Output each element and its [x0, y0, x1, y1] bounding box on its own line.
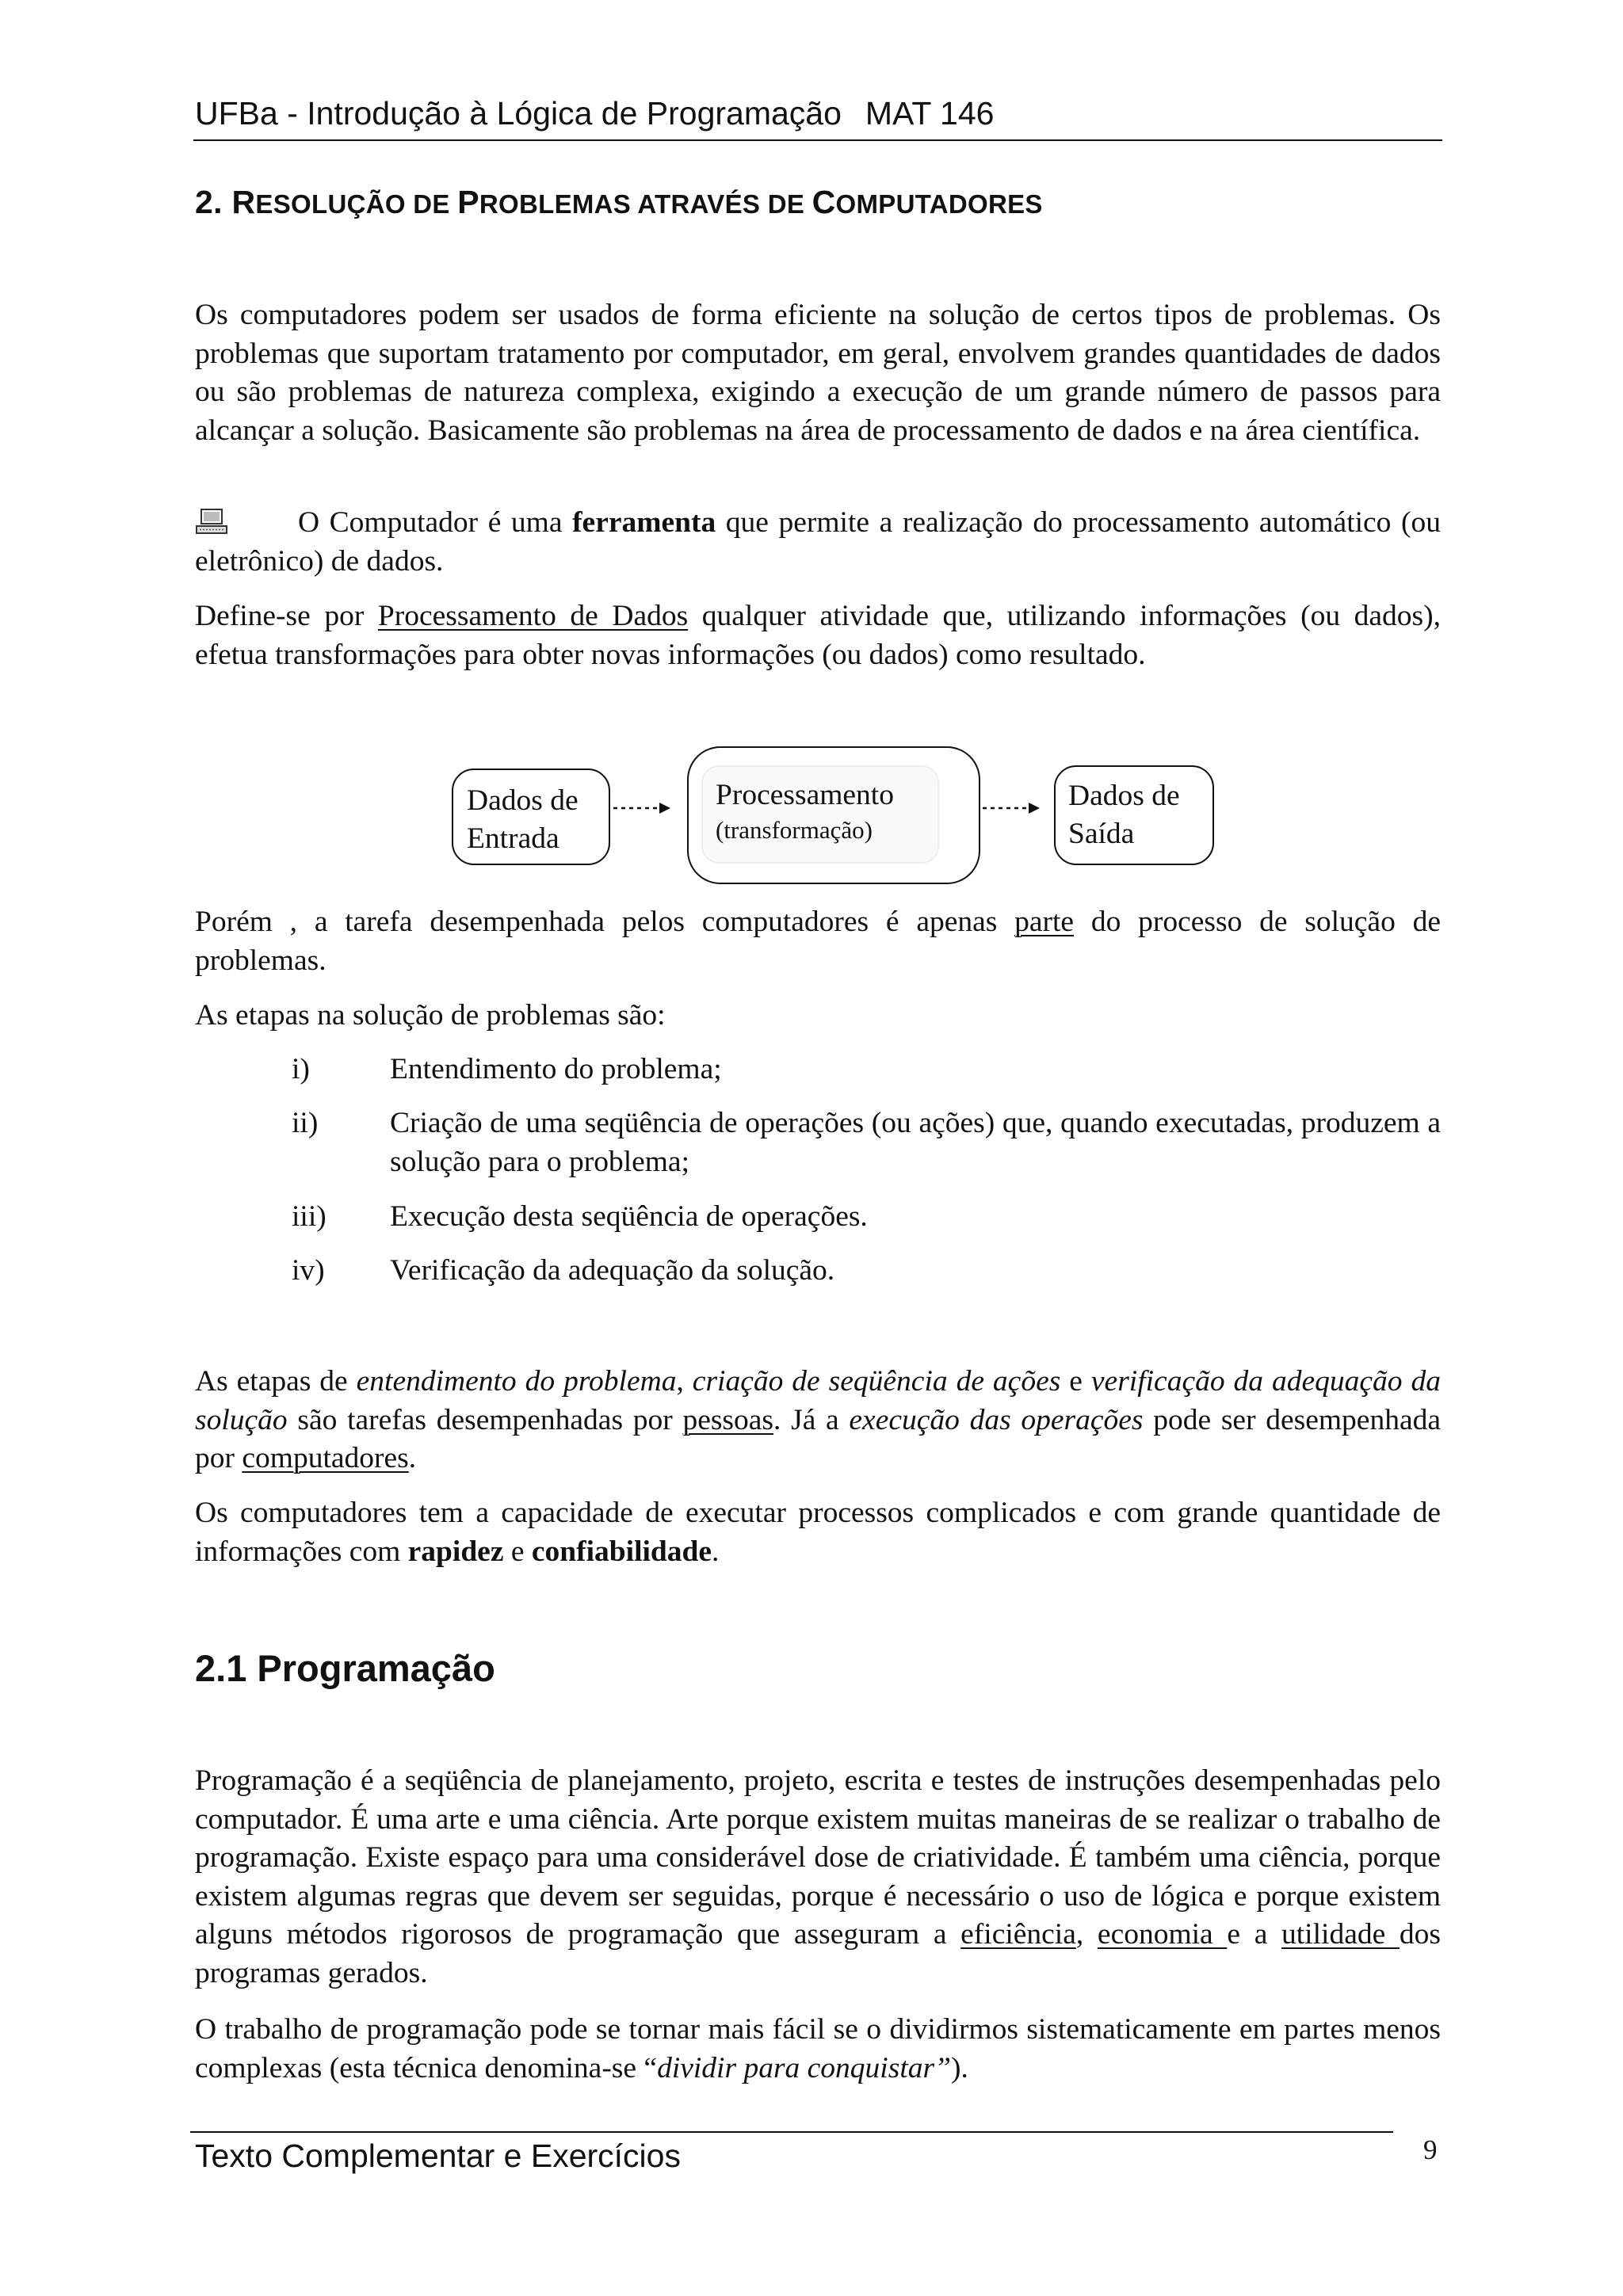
- list-item-text: Entendimento do problema;: [390, 1053, 722, 1085]
- italic-term: entendimento do problema: [356, 1365, 677, 1398]
- capacity-text: .: [712, 1535, 720, 1568]
- computer-note-text: que permite a realização do processamento automático (ou eletrônico) de dados.: [195, 506, 1441, 578]
- header-course-code: MAT 146: [865, 95, 995, 132]
- footer-rule: [190, 2131, 1393, 2133]
- underlined-term-eficiencia: eficiência: [960, 1918, 1076, 1951]
- italic-term: execução das operações: [849, 1403, 1144, 1436]
- arrow-input-to-process: [612, 799, 674, 818]
- definition-paragraph: [195, 597, 1441, 674]
- input-data-line: Dados de: [467, 784, 579, 817]
- list-item-number: iv): [292, 1254, 325, 1287]
- section-heading: [195, 184, 1043, 221]
- roles-text: . Já a: [773, 1403, 850, 1436]
- underlined-term-parte: parte: [1014, 906, 1075, 938]
- process-subtitle: (transformação): [716, 816, 873, 844]
- output-data-line: Dados de: [1068, 780, 1180, 812]
- list-item-number: iii): [292, 1200, 327, 1233]
- intro-paragraph: Os computadores podem ser usados de forma eficiente na solução de certos tipos de problemas. Os problemas que suportam tratamento por computador, em geral, envolvem grandes quantidades de dados ou são problemas de natureza complexa, exigindo a execução de um grande número de passos para alcançar a solução. Basicamente são problemas na área de processamento de dados e na área científica.: [195, 299, 1441, 447]
- programming-text: e a: [1227, 1918, 1282, 1951]
- underlined-term-computadores: computadores: [242, 1442, 409, 1474]
- definition-text: Define-se por: [195, 600, 378, 632]
- capacity-paragraph: [195, 1494, 1441, 1571]
- page-number: 9: [1423, 2134, 1438, 2165]
- heading-part: OMPUTADORES: [835, 189, 1043, 219]
- list-item-text: Criação de uma seqüência de operações (ou ações) que, quando executadas, produzem a solução para o problema;: [390, 1107, 1441, 1178]
- roles-paragraph: [195, 1363, 1441, 1478]
- programming-paragraph: [195, 1762, 1441, 1993]
- input-data-label: [467, 782, 579, 858]
- process-title: Processamento: [716, 779, 894, 811]
- roles-text: ,: [676, 1365, 693, 1398]
- subsection-heading: 2.1 Programação: [195, 1647, 495, 1689]
- input-data-line: Entrada: [467, 822, 559, 855]
- capacity-text: e: [503, 1535, 532, 1568]
- steps-intro: As etapas na solução de problemas são:: [195, 999, 666, 1032]
- divide-paragraph: [195, 2011, 1441, 2088]
- programming-text: ,: [1075, 1918, 1098, 1951]
- divide-text: ).: [950, 2051, 968, 2084]
- heading-part: R: [231, 184, 256, 220]
- header-rule: [193, 139, 1442, 141]
- underlined-term-economia: economia: [1097, 1918, 1228, 1951]
- italic-term: criação de seqüência de ações: [692, 1365, 1061, 1398]
- computer-icon: [195, 508, 228, 535]
- however-text: Porém , a tarefa desempenhada pelos computadores é apenas: [195, 906, 1015, 938]
- roles-text: .: [408, 1442, 417, 1474]
- bold-term-rapidez: rapidez: [407, 1535, 504, 1568]
- programming-text: dos programas gerados.: [195, 1918, 1441, 1989]
- list-item-text: Execução desta seqüência de operações.: [390, 1200, 868, 1233]
- divide-text: O trabalho de programação pode se tornar mais fácil se o dividirmos sistematicamente em partes menos complexas (esta técnica denomina-se “: [195, 2013, 1441, 2084]
- however-paragraph: [195, 903, 1441, 980]
- italic-term: dividir para conquistar”: [657, 2051, 951, 2084]
- roles-text: e: [1060, 1365, 1091, 1398]
- capacity-text: Os computadores tem a capacidade de executar processos complicados e com grande quantidade de informações com: [195, 1497, 1441, 1568]
- italic-term: verificação da adequação da solução: [195, 1365, 1442, 1436]
- computer-note-paragraph: [195, 504, 1441, 581]
- however-text: do processo de solução de problemas.: [195, 906, 1441, 977]
- arrow-process-to-output: [981, 799, 1043, 818]
- header-course: UFBa - Introdução à Lógica de Programação: [195, 95, 842, 132]
- bold-term-confiabilidade: confiabilidade: [531, 1535, 712, 1568]
- roles-text: As etapas de: [195, 1365, 357, 1398]
- running-header: [195, 95, 994, 132]
- heading-part: ESOLUÇÃO DE: [255, 189, 458, 219]
- output-data-label: [1068, 777, 1180, 853]
- heading-part: C: [812, 184, 836, 220]
- underlined-term-utilidade: utilidade: [1281, 1918, 1400, 1951]
- heading-part: ROBLEMAS ATRAVÉS DE: [479, 189, 812, 219]
- programming-text: Programação é a seqüência de planejamento, projeto, escrita e testes de instruções desempenhadas pelo computador. É uma arte e uma ciência. Arte porque existem muitas maneiras de se realizar o trabalho de programação. Existe espaço para uma considerável dose de criatividade. É também uma ciência, porque existem algumas regras que devem ser seguidas, porque é necessário o uso de lógica e porque existem alguns métodos rigorosos de programação que asseguram a: [195, 1764, 1441, 1951]
- bold-term-ferramenta: ferramenta: [572, 506, 716, 539]
- underlined-term-pessoas: pessoas: [682, 1403, 774, 1436]
- list-item-number: ii): [292, 1107, 319, 1139]
- underlined-term-processamento: Processamento de Dados: [377, 600, 689, 632]
- section-number: 2.: [195, 184, 223, 220]
- list-item-text: Verificação da adequação da solução.: [390, 1254, 835, 1287]
- roles-text: são tarefas desempenhadas por: [287, 1403, 683, 1436]
- roles-text: pode ser desempenhada por: [195, 1403, 1441, 1474]
- output-data-line: Saída: [1068, 818, 1135, 850]
- list-item-number: i): [292, 1053, 310, 1085]
- heading-part: P: [457, 184, 479, 220]
- computer-note-text: O Computador é uma: [298, 506, 573, 539]
- running-footer: Texto Complementar e Exercícios: [195, 2138, 681, 2174]
- definition-text: qualquer atividade que, utilizando informações (ou dados), efetua transformações para obter novas informações (ou dados) como resultado.: [195, 600, 1441, 671]
